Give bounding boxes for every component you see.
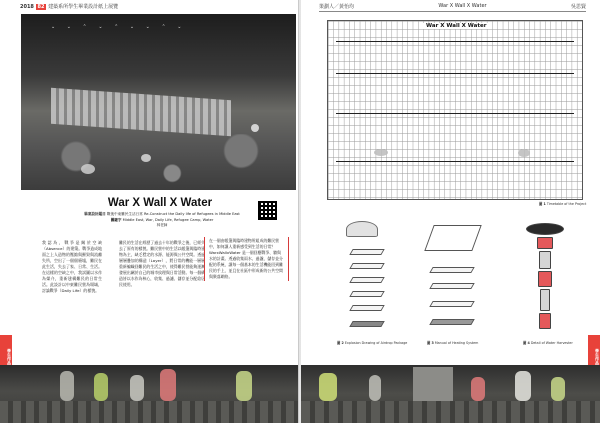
right-side-tab: 學生作品 <box>588 335 600 379</box>
caption-number: 圖 1 <box>539 202 546 206</box>
pull-quote: 在一個由帳篷與臨時建物所組成的難民營中，如何讓人重新感受到生活的日常？WarxWallxWater 是一個回應戰爭、牆與水的計畫。透過收集雨水、過濾、儲存並分配的系統，讓每一個基本的生活機能回到難民的手上，並且在社區中形成新的公共空間與聚落網絡。 <box>204 237 289 281</box>
cylinder <box>369 375 381 401</box>
figure-2-caption <box>337 340 407 345</box>
harvester-part <box>538 271 552 287</box>
right-bottom-illustration <box>301 365 600 423</box>
cylinder <box>551 377 565 401</box>
article-meta <box>62 212 262 229</box>
birds-graphic: ⌄ ⌄ ⌃ ⌄ ⌃ ⌄ ⌄ ⌃ ⌄ <box>51 24 187 30</box>
body-column-1: 我認為，戰爭是關於空缺（Absence）的建築。戰爭造成地面之上人造物的壓縮與摧毀與流離失所，空出了一個個廢墟，難民在此生活，失去了家、日常、生活。在這樣的空缺之中，我試圖以水作為媒介，重新建構難民的日常生活。此設計以中東難民營為場域，討論戰爭（Daily Life）的樣貌。 <box>42 240 102 293</box>
header-year: 2018 <box>20 4 34 10</box>
header-curator: 策劃人／黃怡均 <box>319 4 355 10</box>
cylinder <box>471 377 485 401</box>
frame <box>424 225 481 251</box>
airdrop-package-diagram <box>321 221 403 336</box>
structure <box>413 367 453 401</box>
header-project: War X Wall X Water <box>438 3 487 9</box>
caption-text: Explosion Drawing of Airdrop Package <box>344 341 408 345</box>
left-side-tab: 學生作品 <box>0 335 12 379</box>
cylinder <box>160 369 176 401</box>
left-bottom-illustration <box>0 365 299 423</box>
hero-image <box>21 14 296 190</box>
figure-4-caption <box>523 340 573 345</box>
harvester-part <box>537 237 553 249</box>
article-author: 林老師 <box>156 223 168 228</box>
article-subtitle: 戰後中東難民生活日常 Re-Construct the Daily life of Refugees in Middle East <box>106 212 240 216</box>
debris <box>251 124 259 132</box>
layer <box>429 319 474 325</box>
right-page <box>301 0 600 423</box>
harvester-part <box>540 289 550 311</box>
timetable-caption <box>539 201 586 206</box>
timeline-glyph <box>518 149 530 157</box>
water-harvester-diagram <box>506 221 584 336</box>
layer <box>429 301 474 307</box>
heating-system-diagram <box>411 221 493 336</box>
cylinder <box>236 371 252 401</box>
layer <box>349 305 384 311</box>
timeline-row <box>336 41 574 42</box>
timeline-row <box>336 161 574 162</box>
page-number: 82 <box>37 4 45 10</box>
camp-buildings <box>51 88 231 137</box>
harvester-part <box>539 313 551 329</box>
terrain <box>21 134 296 190</box>
header-tagline: 建築系所學生畢業設計紙上展覽 <box>48 4 119 10</box>
right-header <box>319 3 586 12</box>
article-title: War X Wall X Water <box>107 197 213 209</box>
subtitle-label: 畢業設計題目 <box>84 212 106 216</box>
timeline-glyph <box>374 149 388 156</box>
cylinder <box>94 373 108 401</box>
left-header <box>20 3 118 10</box>
layer <box>349 291 384 297</box>
harvester-cap <box>526 223 564 235</box>
keywords-label: 關鍵字 <box>110 217 122 222</box>
dome <box>346 221 378 237</box>
harvester-part <box>539 251 551 269</box>
debris <box>81 164 95 174</box>
body-column-2: 難民的生活在經歷了過去十年的戰爭之後，已經失去了原有的樣貌。難民營中的生活以帳篷與臨時建物為主，缺乏穩定的水源、能源與公共空間。透過層層疊加的構造（Layer），將日常的機能一層層重新編織回難民的生活之中，使得難民營能夠逐漸發展出屬於自己的城市紋理與日常活動。每一個構造皆以水作為核心，收集、過濾、儲存並分配給居民使用。 <box>119 240 205 287</box>
caption-number: 圖 4 <box>523 341 530 345</box>
ground <box>301 401 600 423</box>
layer <box>349 277 384 283</box>
layer <box>429 283 474 289</box>
layer <box>429 267 474 273</box>
debris <box>141 154 151 162</box>
caption-text: Manual of Heating System <box>434 341 479 345</box>
timeline-row <box>336 113 574 114</box>
header-student: 吳思賢 <box>570 4 586 10</box>
layer <box>349 321 384 327</box>
caption-text: Detail of Water Harvester <box>530 341 573 345</box>
qr-code[interactable] <box>258 201 277 220</box>
cylinder <box>130 375 144 401</box>
timeline-row <box>336 73 574 74</box>
cylinder <box>60 371 74 401</box>
cylinder <box>319 373 337 401</box>
layer <box>349 249 384 255</box>
timetable-title: War X Wall X Water <box>423 23 489 29</box>
article-keywords: Middle East, War, Daily Life, Refugee Camp, Water <box>122 217 214 222</box>
left-page <box>0 0 299 423</box>
cylinder <box>515 371 531 401</box>
timetable-chart <box>327 20 583 200</box>
layer <box>349 263 384 269</box>
caption-number: 圖 2 <box>337 341 344 345</box>
ground <box>0 401 299 423</box>
caption-number: 圖 3 <box>427 341 434 345</box>
caption-text: Timetable of the Project <box>546 202 587 206</box>
figure-3-caption <box>427 340 478 345</box>
